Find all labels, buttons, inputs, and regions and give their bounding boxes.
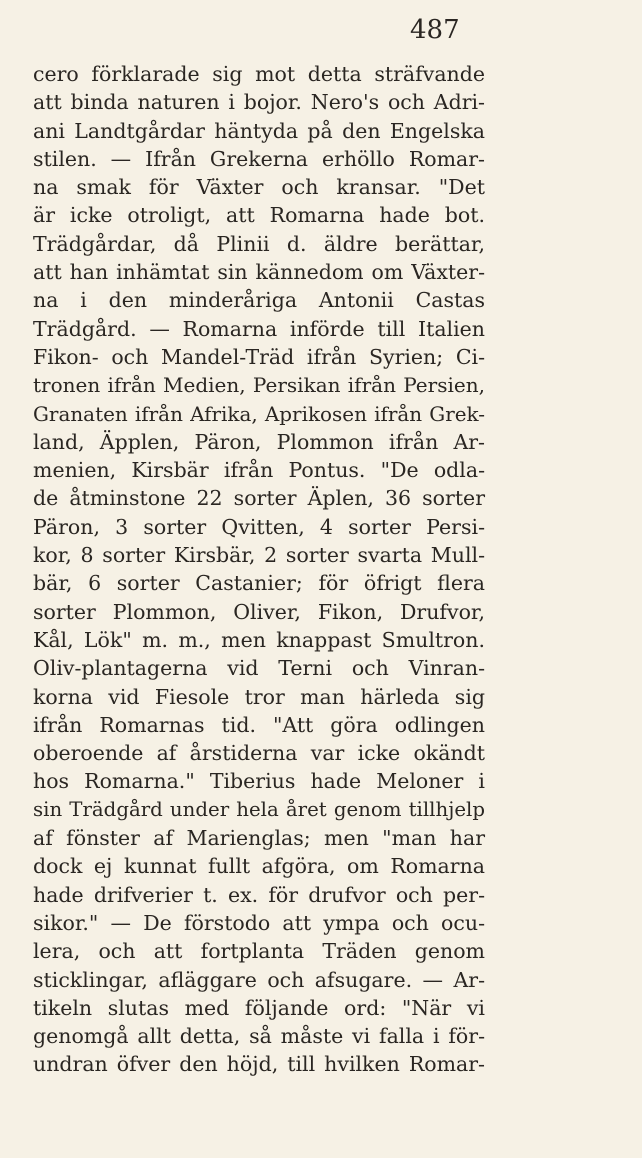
text-line: korna vid Fiesole tror man härleda sig [33,684,485,709]
text-line: ifrån Romarnas tid. "Att göra odlingen [33,712,485,737]
text-line: ani Landtgårdar häntyda på den Engelska [33,118,485,143]
text-line: är icke otroligt, att Romarna hade bot. [33,203,485,228]
text-line: hade drifverier t. ex. för drufvor och per- [33,882,485,907]
body-text [33,60,485,1079]
text-line: genomgå allt detta, så måste vi falla i för- [33,1024,485,1049]
text-line: Päron, 3 sorter Qvitten, 4 sorter Persi- [33,514,485,539]
text-line: oberoende af årstiderna var icke okändt [33,741,485,766]
text-line: cero förklarade sig mot detta sträfvande [33,62,485,86]
text-line: att han inhämtat sin kännedom om Växter- [33,260,485,285]
text-line: de åtminstone 22 sorter Äplen, 36 sorter [33,486,485,511]
text-line: hos Romarna." Tiberius hade Meloner i [33,769,485,794]
text-line: kor, 8 sorter Kirsbär, 2 sorter svarta Mull- [33,543,485,568]
text-line: Oliv-plantagerna vid Terni och Vinran- [33,656,485,681]
text-line: sikor." — De förstodo att ympa och ocu- [33,910,485,935]
text-line: Trädgård. — Romarna införde till Italien [33,316,485,341]
text-line: Fikon- och Mandel-Träd ifrån Syrien; Ci- [33,344,485,369]
text-line: Trädgårdar, då Plinii d. äldre berättar, [33,231,485,256]
text-line: menien, Kirsbär ifrån Pontus. "De odla- [33,458,485,483]
text-line: tronen ifrån Medien, Persikan ifrån Persien, [33,373,485,398]
text-line: sorter Plommon, Oliver, Fikon, Drufvor, [33,599,485,624]
text-line: tikeln slutas med följande ord: "När vi [33,995,485,1020]
text-line: lera, och att fortplanta Träden genom [33,939,485,964]
text-line: att binda naturen i bojor. Nero's och Adri- [33,90,485,115]
text-line: Granaten ifrån Afrika, Aprikosen ifrån Grek- [33,401,485,426]
text-line: na smak för Växter och kransar. "Det [33,175,485,200]
text-line: sticklingar, afläggare och afsugare. — Ar- [33,967,485,992]
text-line: dock ej kunnat fullt afgöra, om Romarna [33,854,485,879]
text-line: af fönster af Marienglas; men "man har [33,826,485,851]
text-line: na i den minderåriga Antonii Castas [33,288,485,313]
text-line: sin Trädgård under hela året genom tillhjelp [33,797,485,821]
page-number: 487 [410,15,460,45]
text-line: land, Äpplen, Päron, Plommon ifrån Ar- [33,429,485,454]
text-line: undran öfver den höjd, till hvilken Romar- [33,1052,485,1077]
text-line: Kål, Lök" m. m., men knappast Smultron. [33,627,485,652]
text-line: bär, 6 sorter Castanier; för öfrigt flera [33,571,485,596]
text-line: stilen. — Ifrån Grekerna erhöllo Romar- [33,146,485,171]
